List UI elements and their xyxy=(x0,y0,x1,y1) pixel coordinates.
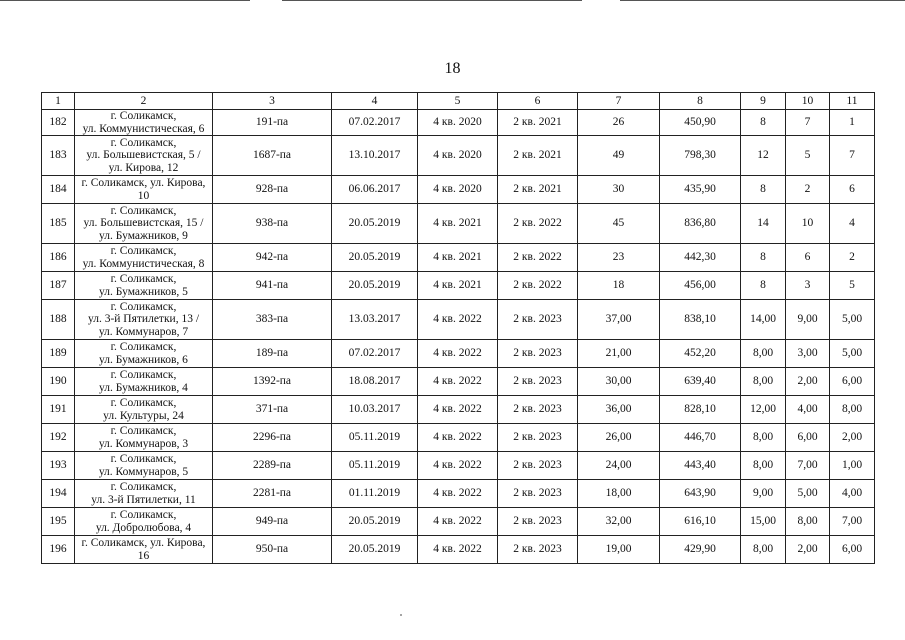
table-cell-col-3: 2296-па xyxy=(213,424,332,452)
table-row xyxy=(42,424,875,452)
table-cell-col-2: г. Соликамск, ул. Бумажников, 5 xyxy=(75,272,213,300)
table-cell-col-10: 4,00 xyxy=(786,396,830,424)
table-cell-col-3: 1392-па xyxy=(213,368,332,396)
table-cell-col-11: 6 xyxy=(830,176,875,204)
table-cell-col-9: 8,00 xyxy=(741,536,786,564)
page-number: 18 xyxy=(444,60,461,77)
table-cell-col-6: 2 кв. 2023 xyxy=(498,480,578,508)
table-cell-col-7: 18 xyxy=(578,272,660,300)
table-cell-col-3: 941-па xyxy=(213,272,332,300)
table-cell-col-8: 452,20 xyxy=(660,340,741,368)
table-cell-col-2: г. Соликамск, ул. Коммунистическая, 6 xyxy=(75,110,213,136)
table-cell-col-11: 6,00 xyxy=(830,536,875,564)
table-cell-col-5: 4 кв. 2022 xyxy=(418,396,498,424)
table-row xyxy=(42,110,875,136)
table-cell-col-7: 37,00 xyxy=(578,300,660,340)
column-header-8: 8 xyxy=(660,93,741,110)
table-cell-col-11: 1,00 xyxy=(830,452,875,480)
table-cell-col-5: 4 кв. 2020 xyxy=(418,176,498,204)
table-cell-col-4: 13.03.2017 xyxy=(332,300,418,340)
scan-border-line xyxy=(620,0,905,1)
table-cell-col-7: 26 xyxy=(578,110,660,136)
table-cell-col-4: 20.05.2019 xyxy=(332,244,418,272)
table-cell-col-1: 196 xyxy=(42,536,75,564)
column-header-10: 10 xyxy=(786,93,830,110)
table-cell-col-5: 4 кв. 2021 xyxy=(418,204,498,244)
table-cell-col-2: г. Соликамск, ул. Добролюбова, 4 xyxy=(75,508,213,536)
table-cell-col-2: г. Соликамск, ул. Коммунистическая, 8 xyxy=(75,244,213,272)
table-cell-col-5: 4 кв. 2021 xyxy=(418,244,498,272)
table-body xyxy=(42,110,875,564)
table-cell-col-8: 429,90 xyxy=(660,536,741,564)
table-row xyxy=(42,204,875,244)
table-cell-col-11: 5 xyxy=(830,272,875,300)
table-cell-col-6: 2 кв. 2022 xyxy=(498,244,578,272)
table-cell-col-8: 456,00 xyxy=(660,272,741,300)
table-row xyxy=(42,452,875,480)
column-header-11: 11 xyxy=(830,93,875,110)
table-row xyxy=(42,136,875,176)
table-cell-col-7: 23 xyxy=(578,244,660,272)
table-cell-col-1: 192 xyxy=(42,424,75,452)
table-cell-col-3: 928-па xyxy=(213,176,332,204)
table-cell-col-2: г. Соликамск, ул. Коммунаров, 5 xyxy=(75,452,213,480)
table-cell-col-3: 371-па xyxy=(213,396,332,424)
table-cell-col-3: 938-па xyxy=(213,204,332,244)
table-cell-col-4: 01.11.2019 xyxy=(332,480,418,508)
table-cell-col-1: 187 xyxy=(42,272,75,300)
table-cell-col-10: 2 xyxy=(786,176,830,204)
table-cell-col-10: 2,00 xyxy=(786,368,830,396)
table-cell-col-10: 6,00 xyxy=(786,424,830,452)
table-cell-col-1: 193 xyxy=(42,452,75,480)
table-cell-col-10: 7,00 xyxy=(786,452,830,480)
table-cell-col-4: 07.02.2017 xyxy=(332,110,418,136)
table-cell-col-6: 2 кв. 2022 xyxy=(498,272,578,300)
table-cell-col-6: 2 кв. 2021 xyxy=(498,176,578,204)
table-cell-col-1: 195 xyxy=(42,508,75,536)
table-cell-col-5: 4 кв. 2022 xyxy=(418,508,498,536)
table-cell-col-3: 942-па xyxy=(213,244,332,272)
table-cell-col-8: 798,30 xyxy=(660,136,741,176)
table-cell-col-1: 188 xyxy=(42,300,75,340)
column-header-4: 4 xyxy=(332,93,418,110)
table-cell-col-9: 8 xyxy=(741,244,786,272)
table-cell-col-6: 2 кв. 2023 xyxy=(498,368,578,396)
table-cell-col-6: 2 кв. 2022 xyxy=(498,204,578,244)
table-cell-col-6: 2 кв. 2023 xyxy=(498,340,578,368)
table-cell-col-2: г. Соликамск, ул. Большевистская, 15 / ул. Бумажников, 9 xyxy=(75,204,213,244)
table-cell-col-8: 838,10 xyxy=(660,300,741,340)
table-cell-col-9: 14 xyxy=(741,204,786,244)
table-row xyxy=(42,244,875,272)
table-cell-col-9: 8,00 xyxy=(741,368,786,396)
table-cell-col-1: 184 xyxy=(42,176,75,204)
table-cell-col-1: 189 xyxy=(42,340,75,368)
table-cell-col-1: 185 xyxy=(42,204,75,244)
table-cell-col-11: 7 xyxy=(830,136,875,176)
table-cell-col-1: 190 xyxy=(42,368,75,396)
table-cell-col-2: г. Соликамск, ул. Бумажников, 6 xyxy=(75,340,213,368)
scan-border-line xyxy=(282,0,582,1)
table-cell-col-7: 21,00 xyxy=(578,340,660,368)
table-cell-col-5: 4 кв. 2022 xyxy=(418,340,498,368)
column-header-2: 2 xyxy=(75,93,213,110)
table-cell-col-9: 8,00 xyxy=(741,340,786,368)
table-cell-col-1: 191 xyxy=(42,396,75,424)
table-cell-col-7: 36,00 xyxy=(578,396,660,424)
table-cell-col-10: 10 xyxy=(786,204,830,244)
table-cell-col-6: 2 кв. 2021 xyxy=(498,136,578,176)
table-cell-col-6: 2 кв. 2023 xyxy=(498,300,578,340)
table-cell-col-11: 2,00 xyxy=(830,424,875,452)
table-cell-col-9: 8 xyxy=(741,272,786,300)
table-cell-col-5: 4 кв. 2022 xyxy=(418,368,498,396)
table-cell-col-2: г. Соликамск, ул. 3-й Пятилетки, 13 / ул. Коммунаров, 7 xyxy=(75,300,213,340)
table-cell-col-10: 8,00 xyxy=(786,508,830,536)
table-cell-col-9: 9,00 xyxy=(741,480,786,508)
column-header-1: 1 xyxy=(42,93,75,110)
table-cell-col-5: 4 кв. 2022 xyxy=(418,536,498,564)
table-cell-col-9: 15,00 xyxy=(741,508,786,536)
table-cell-col-2: г. Соликамск, ул. Коммунаров, 3 xyxy=(75,424,213,452)
table-cell-col-9: 8,00 xyxy=(741,452,786,480)
table-cell-col-9: 14,00 xyxy=(741,300,786,340)
table-cell-col-6: 2 кв. 2023 xyxy=(498,396,578,424)
table-cell-col-4: 10.03.2017 xyxy=(332,396,418,424)
scan-speck xyxy=(400,614,402,616)
table-cell-col-8: 443,40 xyxy=(660,452,741,480)
table-cell-col-1: 182 xyxy=(42,110,75,136)
table-cell-col-11: 7,00 xyxy=(830,508,875,536)
table-cell-col-5: 4 кв. 2022 xyxy=(418,300,498,340)
table-cell-col-3: 2281-па xyxy=(213,480,332,508)
column-header-3: 3 xyxy=(213,93,332,110)
table-row xyxy=(42,340,875,368)
table-cell-col-6: 2 кв. 2021 xyxy=(498,110,578,136)
table-row xyxy=(42,536,875,564)
table-cell-col-4: 06.06.2017 xyxy=(332,176,418,204)
table-cell-col-8: 643,90 xyxy=(660,480,741,508)
table-cell-col-11: 6,00 xyxy=(830,368,875,396)
table-cell-col-5: 4 кв. 2022 xyxy=(418,480,498,508)
table-cell-col-9: 8,00 xyxy=(741,424,786,452)
column-header-9: 9 xyxy=(741,93,786,110)
table-cell-col-6: 2 кв. 2023 xyxy=(498,536,578,564)
table-row xyxy=(42,508,875,536)
column-header-7: 7 xyxy=(578,93,660,110)
registry-table xyxy=(41,92,875,564)
table-cell-col-3: 383-па xyxy=(213,300,332,340)
table-cell-col-9: 8 xyxy=(741,110,786,136)
table-cell-col-7: 32,00 xyxy=(578,508,660,536)
table-cell-col-7: 30 xyxy=(578,176,660,204)
scan-border-line xyxy=(0,0,250,1)
table-cell-col-11: 2 xyxy=(830,244,875,272)
table-row xyxy=(42,480,875,508)
table-cell-col-7: 49 xyxy=(578,136,660,176)
table-cell-col-1: 194 xyxy=(42,480,75,508)
table-cell-col-5: 4 кв. 2022 xyxy=(418,452,498,480)
table-cell-col-10: 3 xyxy=(786,272,830,300)
table-cell-col-11: 8,00 xyxy=(830,396,875,424)
table-cell-col-2: г. Соликамск, ул. 3-й Пятилетки, 11 xyxy=(75,480,213,508)
table-cell-col-5: 4 кв. 2020 xyxy=(418,110,498,136)
table-cell-col-7: 45 xyxy=(578,204,660,244)
table-cell-col-10: 6 xyxy=(786,244,830,272)
table-cell-col-8: 442,30 xyxy=(660,244,741,272)
table-cell-col-9: 8 xyxy=(741,176,786,204)
table-cell-col-10: 3,00 xyxy=(786,340,830,368)
table-cell-col-7: 19,00 xyxy=(578,536,660,564)
table-cell-col-11: 1 xyxy=(830,110,875,136)
table-cell-col-6: 2 кв. 2023 xyxy=(498,452,578,480)
table-cell-col-11: 4,00 xyxy=(830,480,875,508)
table-cell-col-5: 4 кв. 2021 xyxy=(418,272,498,300)
table-cell-col-3: 1687-па xyxy=(213,136,332,176)
table-cell-col-8: 828,10 xyxy=(660,396,741,424)
table-cell-col-7: 18,00 xyxy=(578,480,660,508)
table-cell-col-4: 07.02.2017 xyxy=(332,340,418,368)
table-row xyxy=(42,368,875,396)
header-row xyxy=(42,93,875,110)
table-cell-col-3: 2289-па xyxy=(213,452,332,480)
table-cell-col-4: 20.05.2019 xyxy=(332,536,418,564)
table-cell-col-7: 24,00 xyxy=(578,452,660,480)
table-cell-col-8: 616,10 xyxy=(660,508,741,536)
table-cell-col-11: 5,00 xyxy=(830,340,875,368)
table-cell-col-3: 950-па xyxy=(213,536,332,564)
table-cell-col-8: 450,90 xyxy=(660,110,741,136)
table-cell-col-8: 446,70 xyxy=(660,424,741,452)
column-header-5: 5 xyxy=(418,93,498,110)
table-cell-col-4: 20.05.2019 xyxy=(332,204,418,244)
table-cell-col-4: 05.11.2019 xyxy=(332,424,418,452)
table-row xyxy=(42,300,875,340)
table-row xyxy=(42,176,875,204)
table-cell-col-4: 18.08.2017 xyxy=(332,368,418,396)
table-cell-col-8: 435,90 xyxy=(660,176,741,204)
table-cell-col-7: 26,00 xyxy=(578,424,660,452)
table-cell-col-1: 183 xyxy=(42,136,75,176)
table-cell-col-9: 12 xyxy=(741,136,786,176)
table-row xyxy=(42,272,875,300)
table-cell-col-7: 30,00 xyxy=(578,368,660,396)
table-cell-col-4: 20.05.2019 xyxy=(332,272,418,300)
table-cell-col-2: г. Соликамск, ул. Культуры, 24 xyxy=(75,396,213,424)
table-cell-col-6: 2 кв. 2023 xyxy=(498,508,578,536)
table-cell-col-5: 4 кв. 2022 xyxy=(418,424,498,452)
table-cell-col-1: 186 xyxy=(42,244,75,272)
table-cell-col-10: 9,00 xyxy=(786,300,830,340)
table-cell-col-4: 13.10.2017 xyxy=(332,136,418,176)
table-cell-col-8: 639,40 xyxy=(660,368,741,396)
table-cell-col-4: 05.11.2019 xyxy=(332,452,418,480)
table-cell-col-5: 4 кв. 2020 xyxy=(418,136,498,176)
table-cell-col-10: 5,00 xyxy=(786,480,830,508)
column-header-6: 6 xyxy=(498,93,578,110)
table-row xyxy=(42,396,875,424)
table-cell-col-10: 5 xyxy=(786,136,830,176)
table-cell-col-2: г. Соликамск, ул. Большевистская, 5 / ул. Кирова, 12 xyxy=(75,136,213,176)
table-cell-col-11: 4 xyxy=(830,204,875,244)
table-cell-col-8: 836,80 xyxy=(660,204,741,244)
table-cell-col-2: г. Соликамск, ул. Кирова, 10 xyxy=(75,176,213,204)
table-cell-col-3: 191-па xyxy=(213,110,332,136)
table-cell-col-10: 7 xyxy=(786,110,830,136)
table-cell-col-2: г. Соликамск, ул. Бумажников, 4 xyxy=(75,368,213,396)
table-cell-col-4: 20.05.2019 xyxy=(332,508,418,536)
table-cell-col-2: г. Соликамск, ул. Кирова, 16 xyxy=(75,536,213,564)
table-cell-col-9: 12,00 xyxy=(741,396,786,424)
table-cell-col-6: 2 кв. 2023 xyxy=(498,424,578,452)
table-cell-col-3: 949-па xyxy=(213,508,332,536)
table-cell-col-3: 189-па xyxy=(213,340,332,368)
table-cell-col-10: 2,00 xyxy=(786,536,830,564)
table-cell-col-11: 5,00 xyxy=(830,300,875,340)
